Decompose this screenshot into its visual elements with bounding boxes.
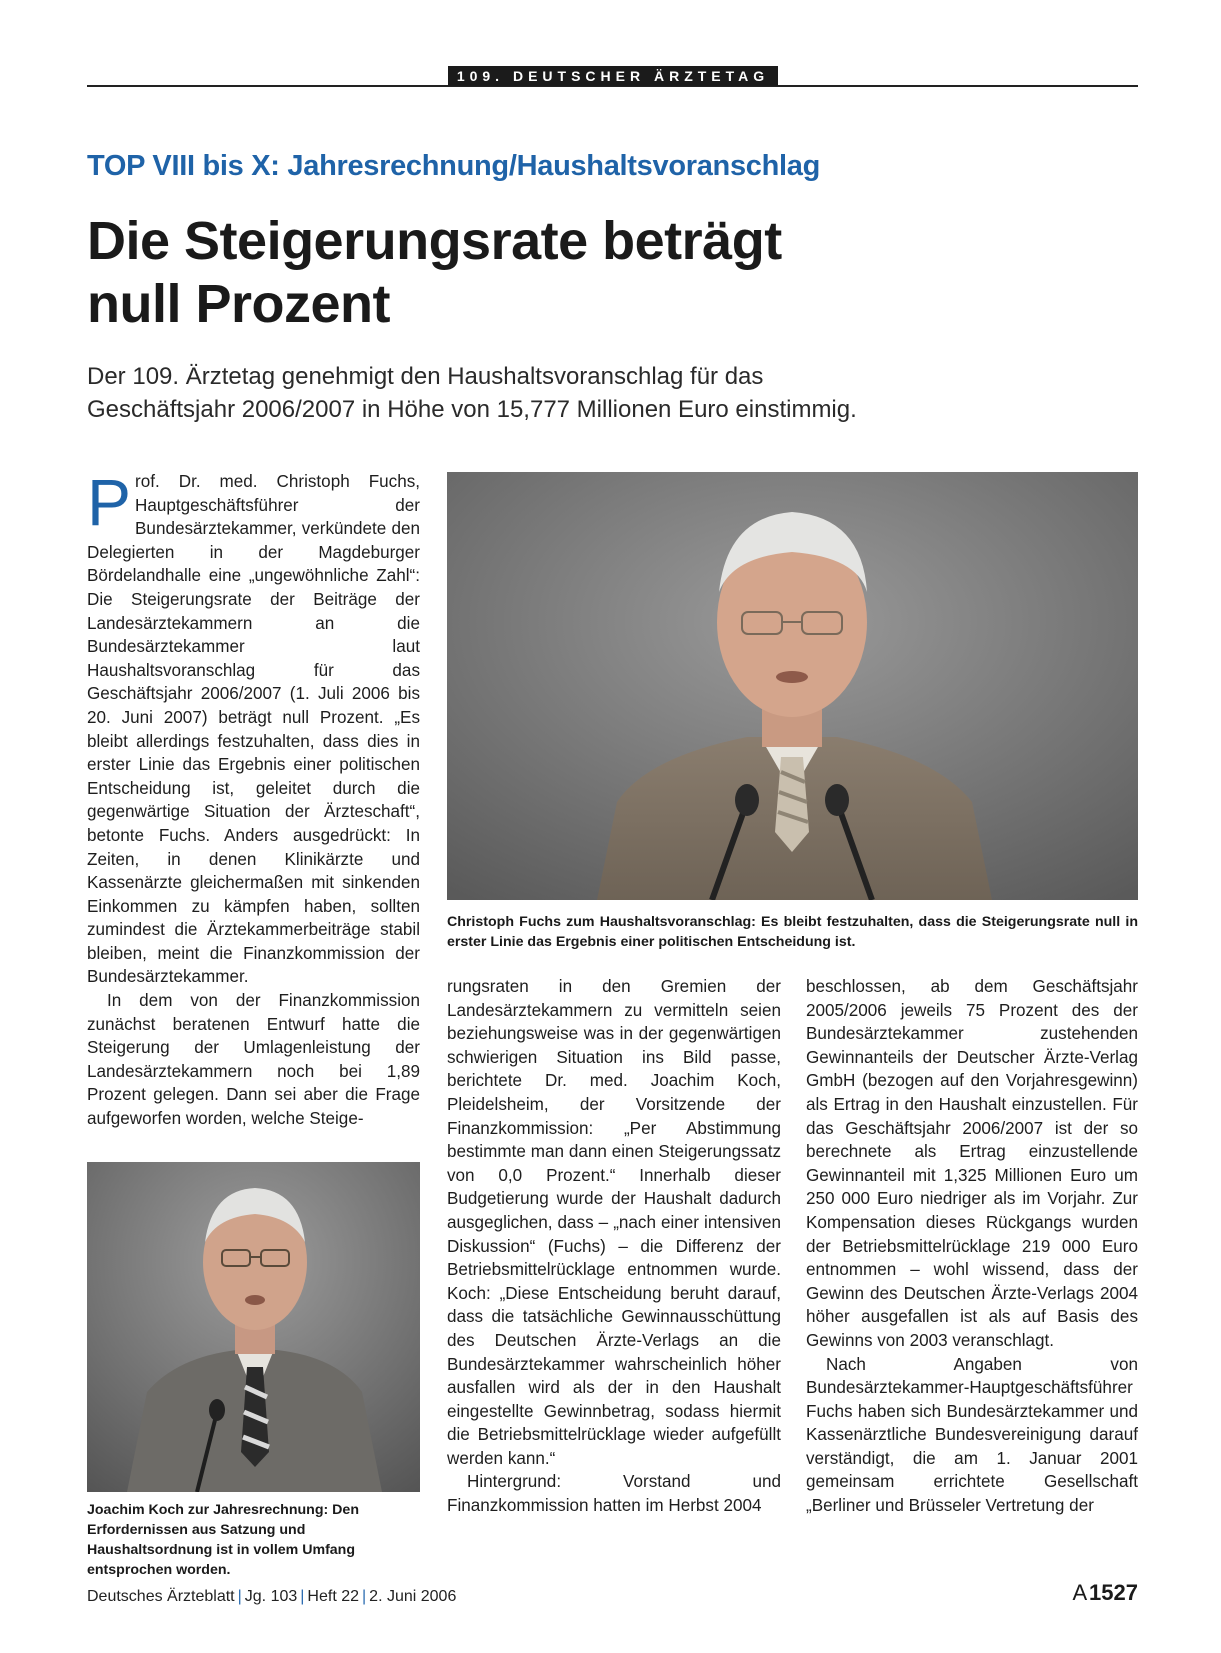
body-column-1 <box>87 465 420 1131</box>
footer-separator: | <box>300 1588 305 1605</box>
drop-cap: P <box>87 465 132 539</box>
volume: Jg. 103 <box>244 1588 298 1605</box>
speaker-photo-illustration <box>447 472 1138 900</box>
paragraph: rungsraten in den Gremien der Landesärztekammern zu vermitteln seien beziehungsweise was in der gegenwärtigen schwierigen Situation ins Bild passe, berichtete Dr. med. Joachim Koch, Pleidelsheim, der Vorsitzende der Finanzkommission: „Per Abstimmung bestimmte man dann einen Steigerungssatz von 0,0 Prozent.“ Innerhalb dieser Budgetierung wurde der Haushalt dadurch ausgeglichen, dass – „nach einer intensiven Diskussion“ (Fuchs) – die Differenz der Betriebsmittelrücklage entnommen wurde. Koch: „Diese Entscheidung beruht darauf, dass die tatsächliche Gewinnausschüttung des Deutschen Ärzte-Verlags an die Bundesärztekammer wahrscheinlich höher ausfallen wird als der in den Haushalt eingestellte Gewinnbetrag, sodass hiermit die Betriebsmittelrücklage wieder aufgefüllt werden kann.“ <box>447 977 781 1468</box>
article-kicker: TOP VIII bis X: Jahresrechnung/Haushaltsvoranschlag <box>87 150 821 182</box>
issue-date: 2. Juni 2006 <box>369 1588 457 1605</box>
body-column-3 <box>806 975 1138 1518</box>
article-headline <box>87 210 1137 336</box>
article-lead <box>87 360 1137 426</box>
paragraph: In dem von der Finanzkommission zunächst beratenen Entwurf hatte die Steigerung der Umlagenleistung der Landesärztekammern noch bei 1,89 Prozent gelegen. Dann sei aber die Frage aufgeworfen worden, welche Steige- <box>87 991 420 1129</box>
page-prefix: A <box>1072 1580 1088 1605</box>
section-tag: 109. DEUTSCHER ÄRZTETAG <box>448 66 778 86</box>
photo-caption-main: Christoph Fuchs zum Haushaltsvoranschlag: Es bleibt festzuhalten, dass die Steigerungsrate null in erster Linie das Ergebnis einer politischen Entscheidung ist. <box>447 914 1138 950</box>
issue: Heft 22 <box>307 1588 360 1605</box>
lead-line-2: Geschäftsjahr 2006/2007 in Höhe von 15,777 Millionen Euro einstimmig. <box>87 396 857 423</box>
paragraph: Hintergrund: Vorstand und Finanzkommission hatten im Herbst 2004 <box>447 1472 781 1516</box>
photo-joachim-koch <box>87 1162 420 1492</box>
paragraph: Nach Angaben von Bundesärztekammer-Hauptgeschäftsführer Fuchs haben sich Bundesärztekammer und Kassenärztliche Bundesvereinigung darauf verständigt, die am 1. Januar 2001 gemeinsam errichtete Gesellschaft „Berliner und Brüsseler Vertretung der <box>806 1354 1138 1516</box>
lead-line-1: Der 109. Ärztetag genehmigt den Haushaltsvoranschlag für das <box>87 363 764 390</box>
page-number <box>1073 1580 1138 1606</box>
page-footer <box>87 1588 456 1606</box>
body-column-2 <box>447 975 781 1518</box>
photo-caption-small: Joachim Koch zur Jahresrechnung: Den Erfordernissen aus Satzung und Haushaltsordnung ist in vollem Umfang entsprochen worden. <box>87 1502 359 1578</box>
paragraph-text: rof. Dr. med. Christoph Fuchs, Hauptgeschäftsführer der Bundesärztekammer, verkündete den Delegierten in der Magdeburger Bördelandhalle eine „ungewöhnliche Zahl“: Die Steigerungsrate der Beiträge der Landesärztekammern an die Bundesärztekammer laut Haushaltsvoranschlag für das Geschäftsjahr 2006/2007 (1. Juli 2006 bis 20. Juni 2007) beträgt null Prozent. „Es bleibt allerdings festzuhalten, dass dies in erster Linie das Ergebnis einer politischen Entscheidung ist, geleitet durch die gegenwärtige Situation der Ärzteschaft“, betonte Fuchs. Anders ausgedrückt: In Zeiten, in denen Klinikärzte und Kassenärzte gleichermaßen mit sinkenden Einkommen zu kämpfen haben, sollten zumindest die Ärztekammerbeiträge stabil bleiben, meint die Finanzkommission der Bundesärztekammer. <box>87 472 420 987</box>
headline-line-1: Die Steigerungsrate beträgt <box>87 211 782 271</box>
headline-line-2: null Prozent <box>87 274 390 334</box>
photo-christoph-fuchs <box>447 472 1138 900</box>
paragraph <box>87 465 420 989</box>
footer-separator: | <box>237 1588 242 1605</box>
page-number-value: 1527 <box>1089 1580 1138 1605</box>
speaker-photo-illustration <box>87 1162 420 1492</box>
publication-name: Deutsches Ärzteblatt <box>87 1588 235 1605</box>
footer-separator: | <box>362 1588 367 1605</box>
paragraph: beschlossen, ab dem Geschäftsjahr 2005/2006 jeweils 75 Prozent des der Bundesärztekammer zustehenden Gewinnanteils der Deutscher Ärzte-Verlag GmbH (bezogen auf den Vorjahresgewinn) als Ertrag in den Haushalt einzustellen. Für das Geschäftsjahr 2006/2007 ist der so berechnete als Ertrag einzustellende Gewinnanteil mit 1,325 Millionen Euro um 250 000 Euro niedriger als im Vorjahr. Zur Kompensation dieses Rückgangs wurden der Betriebsmittelrücklage 219 000 Euro entnommen – wohl wissend, dass der Gewinn des Deutschen Ärzte-Verlags 2004 höher ausgefallen ist als auf Basis des Gewinns von 2003 veranschlagt. <box>806 977 1138 1350</box>
